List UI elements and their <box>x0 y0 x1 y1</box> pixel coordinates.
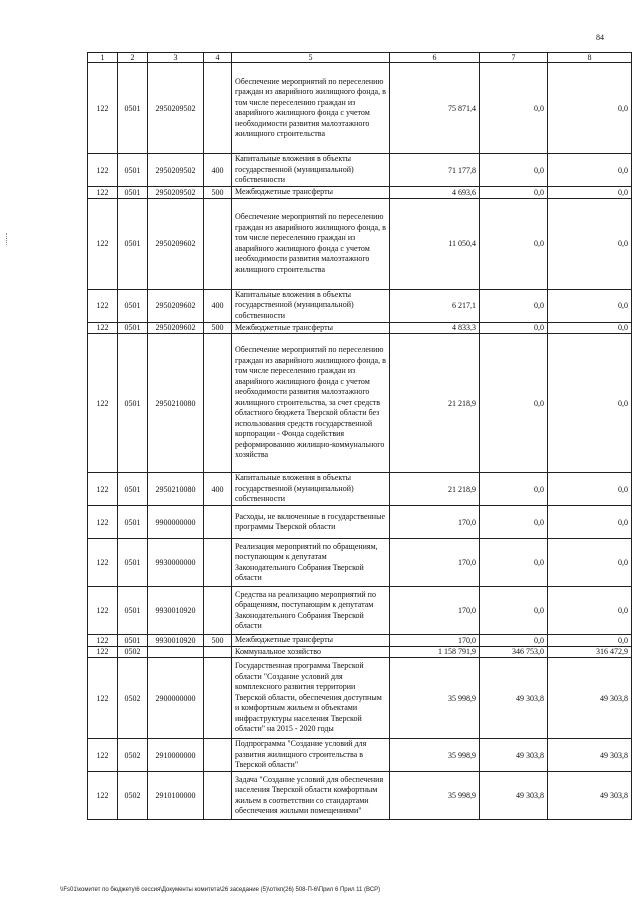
cell-expense-type: 500 <box>204 322 232 334</box>
cell-section-code: 0501 <box>118 587 148 635</box>
cell-expense-type <box>204 539 232 587</box>
cell-expense-type <box>204 772 232 820</box>
cell-amount-2: 0,0 <box>480 506 548 539</box>
cell-section-code: 0501 <box>118 63 148 154</box>
cell-section-code: 0502 <box>118 658 148 739</box>
margin-mark <box>6 233 8 245</box>
cell-admin-code: 122 <box>88 154 118 187</box>
table-row <box>88 154 632 187</box>
cell-target-code: 2950209502 <box>148 154 204 187</box>
cell-target-code: 2950209502 <box>148 187 204 199</box>
cell-amount-2: 0,0 <box>480 289 548 322</box>
cell-amount-1: 170,0 <box>390 539 480 587</box>
cell-amount-3: 0,0 <box>548 187 632 199</box>
cell-target-code: 2950210080 <box>148 473 204 506</box>
table-row <box>88 334 632 473</box>
table-row <box>88 198 632 289</box>
column-header: 4 <box>204 53 232 63</box>
cell-amount-2: 0,0 <box>480 198 548 289</box>
cell-amount-3: 0,0 <box>548 322 632 334</box>
cell-expense-type <box>204 334 232 473</box>
cell-amount-2: 0,0 <box>480 539 548 587</box>
cell-amount-3: 49 303,8 <box>548 772 632 820</box>
cell-amount-2: 346 753,0 <box>480 646 548 658</box>
column-header: 3 <box>148 53 204 63</box>
cell-admin-code: 122 <box>88 289 118 322</box>
cell-amount-2: 0,0 <box>480 334 548 473</box>
cell-target-code: 2910100000 <box>148 772 204 820</box>
cell-expense-type <box>204 739 232 772</box>
cell-description: Реализация мероприятий по обращениям, поступающим к депутатам Законодательного Собрания Тверской области <box>232 539 390 587</box>
cell-expense-type: 400 <box>204 289 232 322</box>
cell-admin-code: 122 <box>88 658 118 739</box>
cell-admin-code: 122 <box>88 635 118 647</box>
table-row <box>88 473 632 506</box>
cell-amount-1: 170,0 <box>390 506 480 539</box>
table-row <box>88 658 632 739</box>
cell-amount-2: 0,0 <box>480 587 548 635</box>
cell-description: Межбюджетные трансферты <box>232 187 390 199</box>
cell-section-code: 0502 <box>118 646 148 658</box>
cell-amount-1: 11 050,4 <box>390 198 480 289</box>
cell-admin-code: 122 <box>88 187 118 199</box>
cell-expense-type <box>204 646 232 658</box>
cell-section-code: 0502 <box>118 772 148 820</box>
column-header: 6 <box>390 53 480 63</box>
cell-target-code: 2950209602 <box>148 198 204 289</box>
cell-expense-type: 500 <box>204 187 232 199</box>
cell-expense-type: 500 <box>204 635 232 647</box>
cell-section-code: 0501 <box>118 635 148 647</box>
cell-description: Капитальные вложения в объекты государственной (муниципальной) собственности <box>232 473 390 506</box>
table-row <box>88 772 632 820</box>
cell-admin-code: 122 <box>88 506 118 539</box>
cell-target-code: 2950210080 <box>148 334 204 473</box>
cell-admin-code: 122 <box>88 198 118 289</box>
cell-description: Обеспечение мероприятий по переселению граждан из аварийного жилищного фонда, в том числе переселению граждан из аварийного жилищного фонда с учетом необходимости развития малоэтажного жилищного строительства <box>232 198 390 289</box>
cell-section-code: 0501 <box>118 539 148 587</box>
table-header-row <box>88 53 632 63</box>
cell-target-code: 2900000000 <box>148 658 204 739</box>
cell-description: Средства на реализацию мероприятий по обращениям, поступающим к депутатам Законодательного Собрания Тверской области <box>232 587 390 635</box>
cell-amount-2: 0,0 <box>480 473 548 506</box>
column-header: 8 <box>548 53 632 63</box>
cell-expense-type <box>204 587 232 635</box>
cell-target-code: 2910000000 <box>148 739 204 772</box>
cell-amount-3: 0,0 <box>548 289 632 322</box>
cell-amount-3: 49 303,8 <box>548 739 632 772</box>
cell-target-code: 9930010920 <box>148 587 204 635</box>
cell-target-code: 9930000000 <box>148 539 204 587</box>
cell-amount-3: 0,0 <box>548 154 632 187</box>
cell-target-code: 2950209602 <box>148 289 204 322</box>
cell-description: Капитальные вложения в объекты государственной (муниципальной) собственности <box>232 289 390 322</box>
cell-section-code: 0501 <box>118 334 148 473</box>
cell-admin-code: 122 <box>88 587 118 635</box>
table-row <box>88 587 632 635</box>
cell-target-code: 2950209502 <box>148 63 204 154</box>
cell-amount-1: 35 998,9 <box>390 658 480 739</box>
cell-amount-1: 4 833,3 <box>390 322 480 334</box>
cell-amount-2: 0,0 <box>480 63 548 154</box>
cell-description: Расходы, не включенные в государственные программы Тверской области <box>232 506 390 539</box>
cell-target-code: 9930010920 <box>148 635 204 647</box>
cell-section-code: 0501 <box>118 198 148 289</box>
cell-target-code <box>148 646 204 658</box>
cell-description: Капитальные вложения в объекты государственной (муниципальной) собственности <box>232 154 390 187</box>
cell-section-code: 0501 <box>118 506 148 539</box>
table-row <box>88 322 632 334</box>
cell-amount-3: 0,0 <box>548 506 632 539</box>
table-row <box>88 506 632 539</box>
page-number: 84 <box>596 33 604 42</box>
cell-amount-1: 170,0 <box>390 587 480 635</box>
cell-admin-code: 122 <box>88 334 118 473</box>
cell-amount-1: 1 158 791,9 <box>390 646 480 658</box>
cell-amount-3: 49 303,8 <box>548 658 632 739</box>
cell-description: Межбюджетные трансферты <box>232 635 390 647</box>
cell-expense-type: 400 <box>204 154 232 187</box>
cell-section-code: 0501 <box>118 187 148 199</box>
cell-description: Государственная программа Тверской области "Создание условий для комплексного развития территории Тверской области, обеспечения доступным и комфортным жильем и объектами инфраструктуры населения Тверской области" на 2015 - 2020 годы <box>232 658 390 739</box>
cell-amount-3: 0,0 <box>548 587 632 635</box>
cell-description: Коммунальное хозяйство <box>232 646 390 658</box>
column-header: 2 <box>118 53 148 63</box>
column-header: 1 <box>88 53 118 63</box>
cell-description: Задача "Создание условий для обеспечения населения Тверской области комфортным жильем в соответствии со стандартами обеспечения жилыми помещениями" <box>232 772 390 820</box>
cell-expense-type <box>204 506 232 539</box>
cell-amount-1: 21 218,9 <box>390 473 480 506</box>
table-row <box>88 739 632 772</box>
cell-amount-3: 0,0 <box>548 635 632 647</box>
budget-table <box>87 52 632 820</box>
cell-admin-code: 122 <box>88 772 118 820</box>
table-row <box>88 187 632 199</box>
cell-amount-3: 0,0 <box>548 63 632 154</box>
cell-section-code: 0501 <box>118 322 148 334</box>
cell-amount-1: 71 177,8 <box>390 154 480 187</box>
table-row <box>88 646 632 658</box>
cell-amount-2: 0,0 <box>480 635 548 647</box>
table-row <box>88 539 632 587</box>
cell-description: Подпрограмма "Создание условий для развития жилищного строительства в Тверской области" <box>232 739 390 772</box>
cell-amount-1: 170,0 <box>390 635 480 647</box>
cell-section-code: 0502 <box>118 739 148 772</box>
cell-admin-code: 122 <box>88 539 118 587</box>
cell-amount-2: 0,0 <box>480 187 548 199</box>
cell-expense-type <box>204 658 232 739</box>
cell-expense-type: 400 <box>204 473 232 506</box>
cell-amount-3: 316 472,9 <box>548 646 632 658</box>
column-header: 5 <box>232 53 390 63</box>
cell-admin-code: 122 <box>88 473 118 506</box>
cell-admin-code: 122 <box>88 322 118 334</box>
table-row <box>88 63 632 154</box>
cell-amount-2: 0,0 <box>480 154 548 187</box>
cell-amount-2: 49 303,8 <box>480 772 548 820</box>
cell-admin-code: 122 <box>88 63 118 154</box>
cell-description: Обеспечение мероприятий по переселению граждан из аварийного жилищного фонда, в том числе переселению граждан из аварийного жилищного фонда с учетом необходимости развития малоэтажного жилищного строительства <box>232 63 390 154</box>
cell-target-code: 9900000000 <box>148 506 204 539</box>
column-header: 7 <box>480 53 548 63</box>
cell-section-code: 0501 <box>118 154 148 187</box>
cell-amount-1: 35 998,9 <box>390 739 480 772</box>
cell-amount-3: 0,0 <box>548 334 632 473</box>
footer-file-path: \\Fs01\комитет по бюджету\6 сессия\Документы комитета\26 заседание (5)\от\кп(26) 508-П-6\Прил 6 Прил 11 (ВСР) <box>60 887 381 893</box>
cell-admin-code: 122 <box>88 646 118 658</box>
cell-amount-2: 49 303,8 <box>480 739 548 772</box>
cell-amount-3: 0,0 <box>548 198 632 289</box>
table-row <box>88 635 632 647</box>
cell-amount-3: 0,0 <box>548 539 632 587</box>
cell-amount-1: 35 998,9 <box>390 772 480 820</box>
cell-description: Межбюджетные трансферты <box>232 322 390 334</box>
cell-section-code: 0501 <box>118 289 148 322</box>
cell-admin-code: 122 <box>88 739 118 772</box>
cell-amount-3: 0,0 <box>548 473 632 506</box>
table-row <box>88 289 632 322</box>
cell-amount-2: 49 303,8 <box>480 658 548 739</box>
cell-section-code: 0501 <box>118 473 148 506</box>
cell-amount-2: 0,0 <box>480 322 548 334</box>
cell-amount-1: 4 693,6 <box>390 187 480 199</box>
cell-amount-1: 21 218,9 <box>390 334 480 473</box>
cell-target-code: 2950209602 <box>148 322 204 334</box>
cell-amount-1: 75 871,4 <box>390 63 480 154</box>
cell-expense-type <box>204 63 232 154</box>
cell-description: Обеспечение мероприятий по переселению граждан из аварийного жилищного фонда, в том числе переселению граждан из аварийного жилищного фонда с учетом необходимости развития малоэтажного жилищного строительства, за счет средств областного бюджета Тверской области без использования средств государственной корпорации - Фонда содействия реформированию жилищно-коммунального хозяйства <box>232 334 390 473</box>
cell-amount-1: 6 217,1 <box>390 289 480 322</box>
cell-expense-type <box>204 198 232 289</box>
